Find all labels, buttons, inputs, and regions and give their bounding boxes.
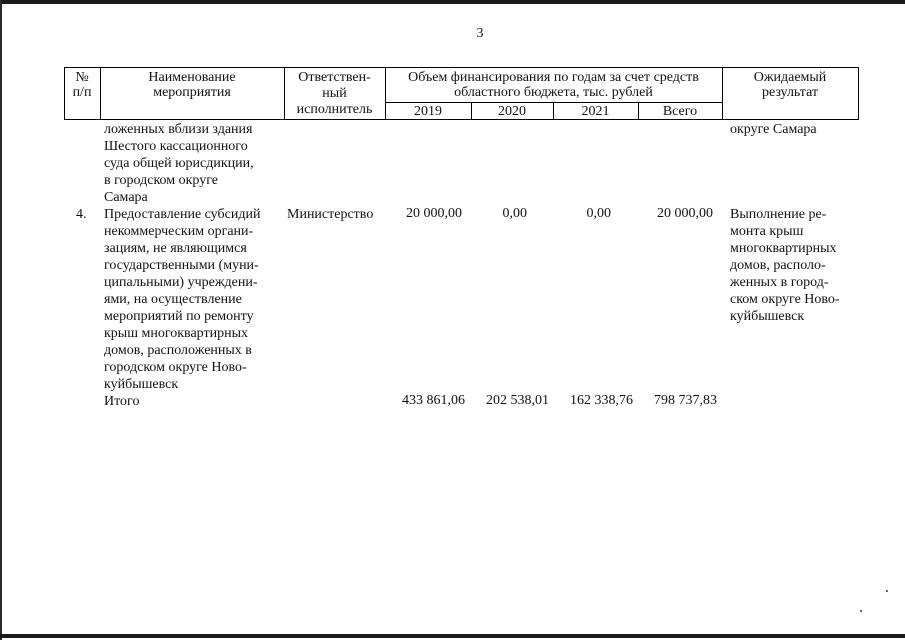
row4-2019: 20 000,00 bbox=[406, 206, 462, 221]
header-name: Наименование мероприятия bbox=[148, 70, 236, 100]
row4-number: 4. bbox=[76, 207, 87, 222]
total-overall: 798 737,83 bbox=[654, 393, 717, 408]
header-funding: Объем финансирования по годам за счет средств областного бюджета, тыс. рублей bbox=[408, 70, 699, 100]
total-label: Итого bbox=[104, 394, 140, 409]
continuation-name: ложенных вблизи здания Шестого кассационного суда общей юрисдикции, в городском округе Самара bbox=[104, 122, 254, 205]
page-border-top bbox=[0, 0, 905, 4]
header-responsible: Ответствен- ный исполнитель bbox=[296, 70, 373, 117]
page-number: 3 bbox=[476, 26, 484, 41]
total-2019: 433 861,06 bbox=[402, 393, 465, 408]
header-total: Всего bbox=[662, 104, 698, 119]
row4-name: Предоставление субсидий некоммерческим органи- зациям, не являющимся государственными (муни- ципальными) учреждени- ями, на осуществление мероприятий по ремонту крыш многоквартирных домов, расположенных в городском округе Ново- куйбышевск bbox=[104, 207, 261, 392]
page-border-bottom bbox=[0, 634, 905, 638]
total-2021: 162 338,76 bbox=[570, 393, 633, 408]
header-result: Ожидаемый результат bbox=[753, 70, 827, 100]
continuation-result: округе Самара bbox=[730, 122, 817, 137]
row4-total: 20 000,00 bbox=[657, 206, 713, 221]
row4-result: Выполнение ре- монта крыш многоквартирных домов, располо- женных в город- ском округе Ново- куйбышевск bbox=[730, 207, 840, 324]
row4-2021: 0,00 bbox=[586, 206, 611, 221]
scan-speck bbox=[860, 610, 862, 612]
row4-2020: 0,00 bbox=[502, 206, 527, 221]
row4-responsible: Министерство bbox=[287, 207, 374, 222]
header-2019: 2019 bbox=[414, 104, 442, 119]
scan-speck bbox=[886, 590, 888, 592]
header-num: № п/п bbox=[72, 70, 92, 100]
header-2020: 2020 bbox=[498, 104, 526, 119]
page-border-left bbox=[0, 0, 2, 640]
header-2021: 2021 bbox=[581, 104, 610, 119]
total-2020: 202 538,01 bbox=[486, 393, 549, 408]
